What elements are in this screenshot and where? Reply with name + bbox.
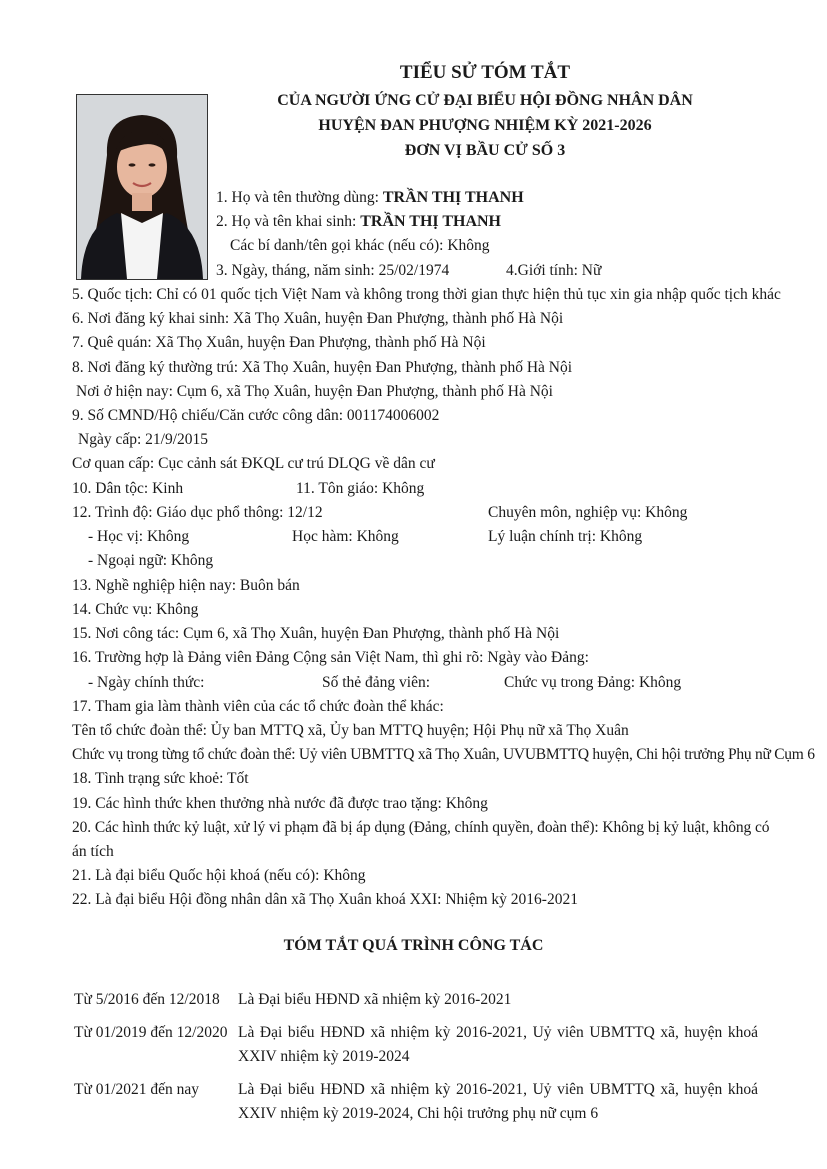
document-subtitle-3: ĐƠN VỊ BẦU CỬ SỐ 3 xyxy=(404,142,566,159)
date-of-birth: 3. Ngày, tháng, năm sinh: 25/02/1974 xyxy=(216,262,450,279)
document-subtitle-2: HUYỆN ĐAN PHƯỢNG NHIỆM KỲ 2021-2026 xyxy=(318,117,652,134)
organizations: 17. Tham gia làm thành viên của các tổ chức đoàn thể khác: xyxy=(72,698,444,715)
permanent-residence: 8. Nơi đăng ký thường trú: Xã Thọ Xuân, huyện Đan Phượng, thành phố Hà Nội xyxy=(72,359,573,376)
work-description-1: Là Đại biểu HĐND xã nhiệm kỳ 2016-2021 xyxy=(238,991,512,1008)
foreign-language: - Ngoại ngữ: Không xyxy=(88,552,214,569)
work-period-1: Từ 5/2016 đến 12/2018 xyxy=(74,991,220,1008)
current-residence: Nơi ở hiện nay: Cụm 6, xã Thọ Xuân, huyện Đan Phượng, thành phố Hà Nội xyxy=(76,383,553,400)
candidate-photo xyxy=(76,94,208,280)
party-role: Chức vụ trong Đảng: Không xyxy=(504,674,682,691)
academic-degree: - Học vị: Không xyxy=(88,528,190,545)
birth-name xyxy=(216,212,501,232)
discipline-line-1: 20. Các hình thức kỷ luật, xử lý vi phạm đã bị áp dụng (Đảng, chính quyền, đoàn thể): Không bị kỷ luật, không có xyxy=(72,819,770,836)
work-period-2: Từ 01/2019 đến 12/2020 xyxy=(74,1024,228,1041)
work-period-3: Từ 01/2021 đến nay xyxy=(74,1081,200,1098)
work-description-2: Là Đại biểu HĐND xã nhiệm kỳ 2016-2021, Uỷ viên UBMTTQ xã, huyện khoá XXIV nhiệm kỳ 2019-2024 xyxy=(238,1024,758,1065)
discipline-line-2: án tích xyxy=(72,843,114,860)
workplace: 15. Nơi công tác: Cụm 6, xã Thọ Xuân, huyện Đan Phượng, thành phố Hà Nội xyxy=(72,625,560,642)
document-title: TIỂU SỬ TÓM TẮT xyxy=(399,62,571,83)
official-date: - Ngày chính thức: xyxy=(88,674,205,691)
organization-names: Tên tổ chức đoàn thể: Ủy ban MTTQ xã, Ủy ban MTTQ huyện; Hội Phụ nữ xã Thọ Xuân xyxy=(72,722,629,739)
work-history-heading: TÓM TẮT QUÁ TRÌNH CÔNG TÁC xyxy=(283,937,544,954)
religion: 11. Tôn giáo: Không xyxy=(296,480,425,497)
ethnicity: 10. Dân tộc: Kinh xyxy=(72,480,184,497)
nationality: 5. Quốc tịch: Chỉ có 01 quốc tịch Việt Nam và không trong thời gian thực hiện thủ tục xin gia nhập quốc tịch khác xyxy=(72,286,781,303)
education: 12. Trình độ: Giáo dục phổ thông: 12/12 xyxy=(72,504,323,521)
current-job: 13. Nghề nghiệp hiện nay: Buôn bán xyxy=(72,577,300,594)
party-card: Số thẻ đảng viên: xyxy=(322,674,431,691)
id-issue-date: Ngày cấp: 21/9/2015 xyxy=(78,431,209,448)
aliases: Các bí danh/tên gọi khác (nếu có): Không xyxy=(230,237,490,254)
id-issuer: Cơ quan cấp: Cục cảnh sát ĐKQL cư trú DLQG về dân cư xyxy=(72,455,435,472)
common-name-label: 1. Họ và tên thường dùng: xyxy=(216,189,383,206)
birth-name-value: TRẦN THỊ THANH xyxy=(360,213,501,230)
political-theory: Lý luận chính trị: Không xyxy=(488,528,643,545)
organization-roles: Chức vụ trong từng tổ chức đoàn thể: Uỷ viên UBMTTQ xã Thọ Xuân, UVUBMTTQ huyện, Chi hội trưởng Phụ nữ Cụm 6 xyxy=(72,746,815,763)
academic-rank: Học hàm: Không xyxy=(292,528,399,545)
state-awards: 19. Các hình thức khen thưởng nhà nước đã được trao tặng: Không xyxy=(72,795,488,812)
common-name-value: TRẦN THỊ THANH xyxy=(382,189,524,206)
hometown: 7. Quê quán: Xã Thọ Xuân, huyện Đan Phượng, thành phố Hà Nội xyxy=(72,334,486,351)
profession: Chuyên môn, nghiệp vụ: Không xyxy=(488,504,688,521)
id-number: 9. Số CMND/Hộ chiếu/Căn cước công dân: 001174006002 xyxy=(72,407,440,424)
party-membership: 16. Trường hợp là Đảng viên Đảng Cộng sản Việt Nam, thì ghi rõ: Ngày vào Đảng: xyxy=(72,649,589,666)
national-assembly-deputy: 21. Là đại biểu Quốc hội khoá (nếu có): Không xyxy=(72,867,366,884)
health-status: 18. Tình trạng sức khoẻ: Tốt xyxy=(72,770,249,787)
work-description-3: Là Đại biểu HĐND xã nhiệm kỳ 2016-2021, Uỷ viên UBMTTQ xã, huyện khoá XXIV nhiệm kỳ 2019-2024, Chi hội trưởng phụ nữ cụm 6 xyxy=(238,1081,758,1122)
document-subtitle-1: CỦA NGƯỜI ỨNG CỬ ĐẠI BIỂU HỘI ĐỒNG NHÂN DÂN xyxy=(277,92,693,109)
council-deputy: 22. Là đại biểu Hội đồng nhân dân xã Thọ Xuân khoá XXI: Nhiệm kỳ 2016-2021 xyxy=(72,891,578,908)
birth-name-label: 2. Họ và tên khai sinh: xyxy=(216,213,361,230)
gender: 4.Giới tính: Nữ xyxy=(506,262,602,279)
birth-registration: 6. Nơi đăng ký khai sinh: Xã Thọ Xuân, huyện Đan Phượng, thành phố Hà Nội xyxy=(72,310,564,327)
position: 14. Chức vụ: Không xyxy=(72,601,199,618)
common-name xyxy=(216,188,524,208)
